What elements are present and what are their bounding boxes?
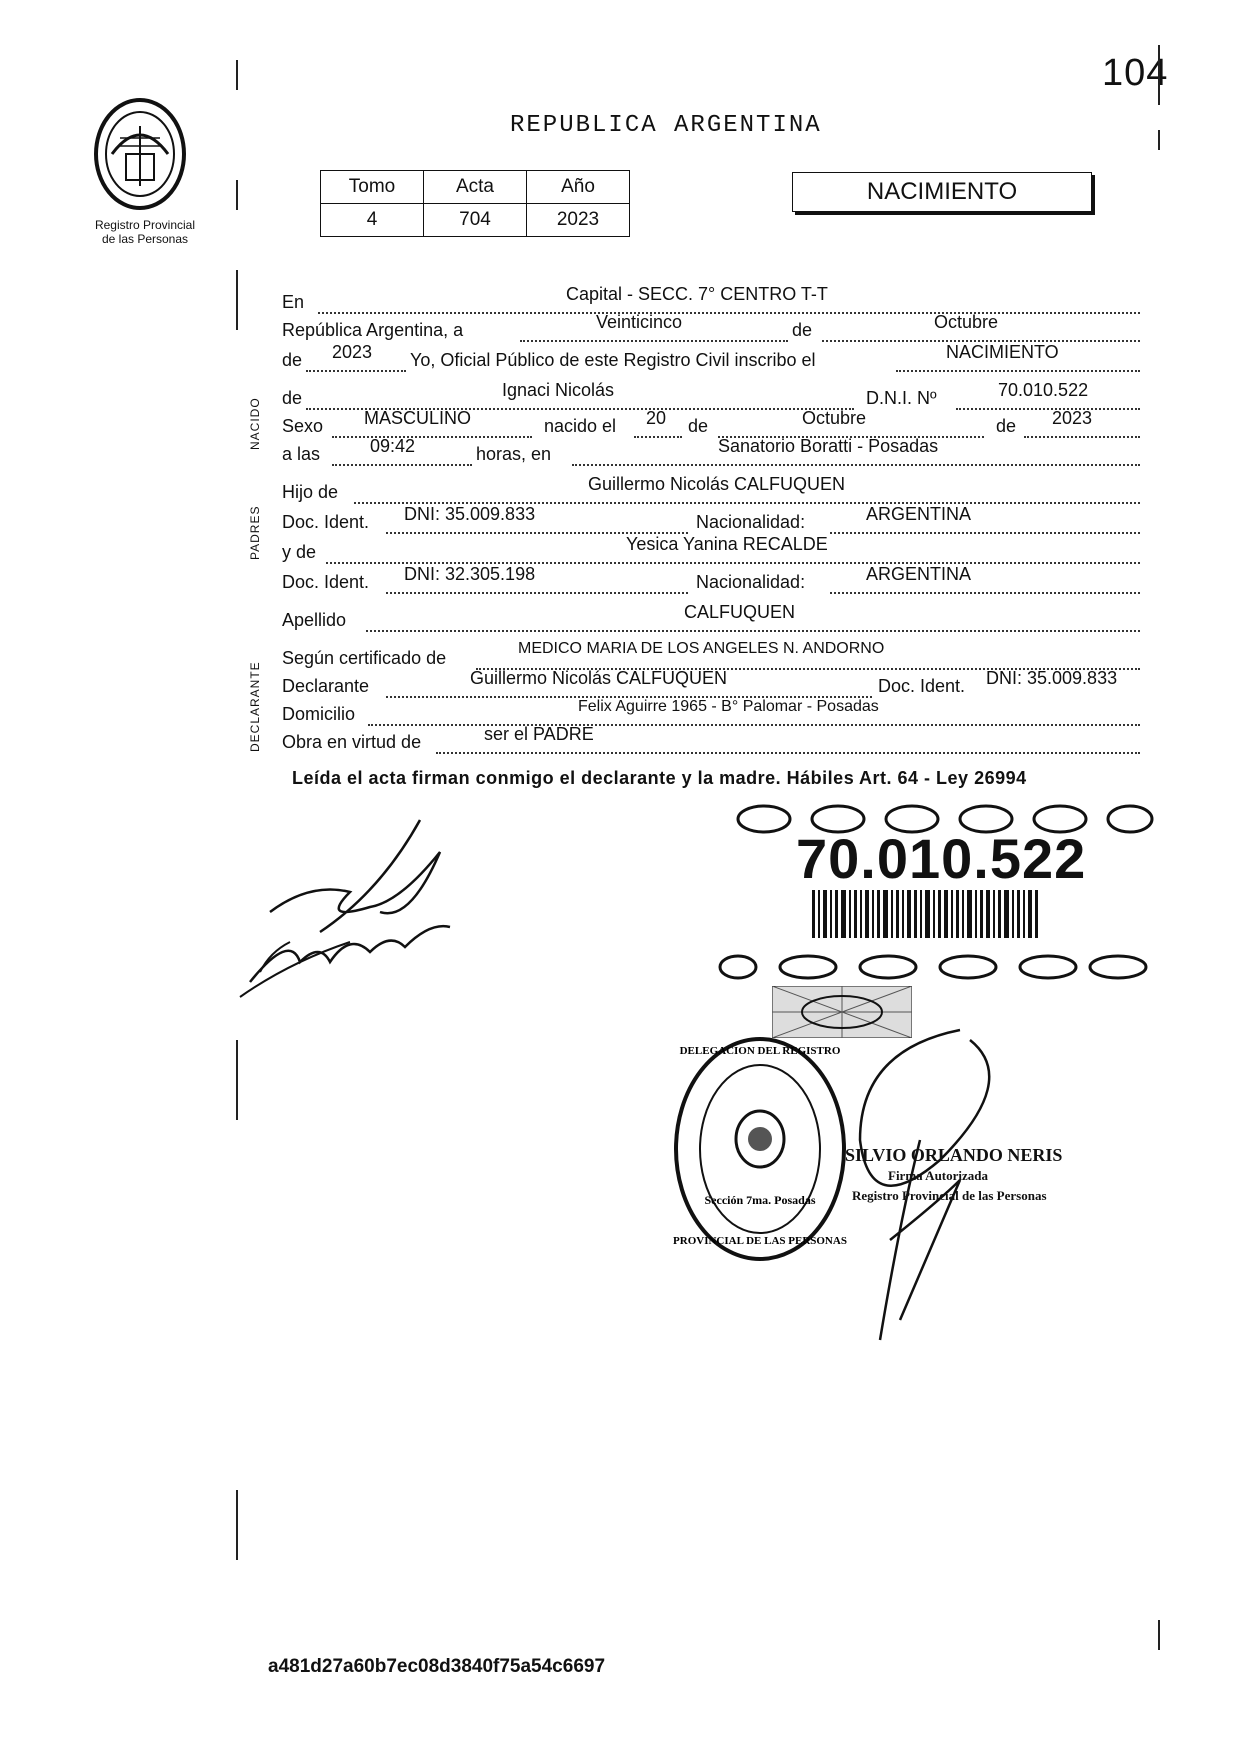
label-en: En	[282, 292, 305, 312]
dotted-line	[830, 532, 1140, 534]
value-anio-nac: 2023	[1052, 408, 1093, 428]
label-doc-ident3: Doc. Ident.	[878, 676, 966, 696]
value-hora: 09:42	[370, 436, 416, 456]
dotted-line	[386, 592, 688, 594]
value-declarante: Guillermo Nicolás CALFUQUEN	[470, 668, 728, 688]
label-de2: de	[282, 350, 303, 370]
value-madre: Yesica Yanina RECALDE	[626, 534, 828, 554]
dotted-line	[436, 752, 1140, 754]
label-horas-en: horas, en	[476, 444, 552, 464]
right-margin-line	[1158, 1620, 1160, 1650]
official-role: Firma Autorizada	[888, 1168, 989, 1183]
value-tipo: NACIMIENTO	[946, 342, 1059, 362]
signature-official-icon	[820, 1020, 1020, 1350]
page-number: 104	[1102, 52, 1169, 94]
value-mes-nac: Octubre	[802, 408, 867, 428]
svg-text:Sección 7ma. Posadas: Sección 7ma. Posadas	[704, 1193, 816, 1207]
value-madre-doc: DNI: 32.305.198	[404, 564, 536, 584]
value-sexo: MASCULINO	[364, 408, 472, 428]
side-label-declarante: DECLARANTE	[248, 661, 262, 752]
svg-text:PROVINCIAL DE LAS PERSONAS: PROVINCIAL DE LAS PERSONAS	[673, 1235, 847, 1247]
provincial-coat-of-arms-icon	[90, 96, 190, 212]
value-dia-nac: 20	[646, 408, 667, 428]
dotted-line	[1024, 436, 1140, 438]
dotted-line	[318, 312, 1140, 314]
act-type-box: NACIMIENTO	[792, 172, 1092, 212]
logo-caption-line1: Registro Provincial	[94, 218, 196, 232]
right-margin-line	[1158, 130, 1160, 150]
id-number: 70.010.522	[796, 827, 1087, 890]
svg-text:DELEGACION DEL REGISTRO: DELEGACION DEL REGISTRO	[679, 1045, 841, 1057]
header-tomo: Tomo	[321, 171, 424, 204]
side-label-padres: PADRES	[248, 505, 262, 560]
label-nacido-el: nacido el	[544, 416, 617, 436]
dotted-line	[896, 370, 1140, 372]
value-obra: ser el PADRE	[484, 724, 594, 744]
label-doc-ident2: Doc. Ident.	[282, 572, 370, 592]
official-org: Registro Provincial de las Personas	[852, 1188, 1047, 1203]
label-dni: D.N.I. Nº	[866, 388, 937, 408]
header-acta: Acta	[424, 171, 527, 204]
dotted-line	[306, 370, 406, 372]
value-lugar: Capital - SECC. 7° CENTRO T-T	[566, 284, 828, 304]
dotted-line	[572, 464, 1140, 466]
label-hijo-de: Hijo de	[282, 482, 339, 502]
label-de-nacido: de	[282, 388, 303, 408]
label-apellido: Apellido	[282, 610, 347, 630]
register-value-row	[321, 204, 630, 237]
barcode-icon	[812, 890, 1038, 938]
value-madre-nac: ARGENTINA	[866, 564, 972, 584]
official-name: SILVIO ORLANDO NERIS	[845, 1145, 1063, 1165]
label-nacionalidad: Nacionalidad:	[696, 512, 806, 532]
value-anio: 2023	[332, 342, 373, 362]
left-margin-line	[236, 60, 238, 90]
dotted-line	[830, 592, 1140, 594]
value-padre-nac: ARGENTINA	[866, 504, 972, 524]
value-tomo: 4	[321, 204, 424, 237]
register-table	[320, 170, 630, 237]
label-segun: Según certificado de	[282, 648, 447, 668]
value-dni: 70.010.522	[998, 380, 1089, 400]
label-doc-ident: Doc. Ident.	[282, 512, 370, 532]
dotted-line	[956, 408, 1140, 410]
left-margin-line	[236, 1490, 238, 1560]
label-yo: Yo, Oficial Público de este Registro Civil inscribo el	[410, 350, 816, 370]
label-de-anio: de	[996, 416, 1017, 436]
label-de-mes: de	[688, 416, 709, 436]
value-mes: Octubre	[934, 312, 999, 332]
header-anio: Año	[527, 171, 630, 204]
signature-declarante-icon	[230, 812, 490, 1002]
dotted-line	[366, 630, 1140, 632]
value-padre: Guillermo Nicolás CALFUQUEN	[588, 474, 846, 494]
left-margin-line	[236, 270, 238, 330]
label-sexo: Sexo	[282, 416, 324, 436]
closing-note: Leída el acta firman conmigo el declarante y la madre. Hábiles Art. 64 - Ley 26994	[292, 768, 1027, 788]
value-dia: Veinticinco	[596, 312, 683, 332]
document-hash: a481d27a60b7ec08d3840f75a54c6697	[268, 1656, 606, 1677]
value-apellido: CALFUQUEN	[684, 602, 796, 622]
left-margin-line	[236, 180, 238, 210]
dotted-line	[332, 436, 532, 438]
label-domicilio: Domicilio	[282, 704, 356, 724]
value-acta: 704	[424, 204, 527, 237]
value-anio: 2023	[527, 204, 630, 237]
label-de: de	[792, 320, 813, 340]
label-declarante: Declarante	[282, 676, 370, 696]
label-y-de: y de	[282, 542, 317, 562]
right-margin-line	[1158, 45, 1160, 105]
value-padre-doc: DNI: 35.009.833	[404, 504, 536, 524]
value-declarante-doc: DNI: 35.009.833	[986, 668, 1118, 688]
value-domicilio: Felix Aguirre 1965 - B° Palomar - Posadas	[578, 698, 879, 715]
label-republica: República Argentina, a	[282, 320, 464, 340]
dotted-line	[332, 464, 472, 466]
label-nacionalidad2: Nacionalidad:	[696, 572, 806, 592]
dotted-line	[634, 436, 682, 438]
security-pattern-icon	[718, 952, 1158, 982]
left-margin-line	[236, 1040, 238, 1120]
value-certificado: MEDICO MARIA DE LOS ANGELES N. ANDORNO	[518, 640, 885, 657]
logo-caption	[70, 218, 220, 246]
label-obra: Obra en virtud de	[282, 732, 422, 752]
side-label-nacido: NACIDO	[248, 397, 262, 450]
document-title: REPUBLICA ARGENTINA	[510, 112, 822, 139]
label-a-las: a las	[282, 444, 321, 464]
value-lugar-nac: Sanatorio Boratti - Posadas	[718, 436, 939, 456]
dotted-line	[520, 340, 788, 342]
logo-caption-line2: de las Personas	[101, 232, 189, 246]
value-nombre: Ignaci Nicolás	[502, 380, 615, 400]
register-header-row	[321, 171, 630, 204]
